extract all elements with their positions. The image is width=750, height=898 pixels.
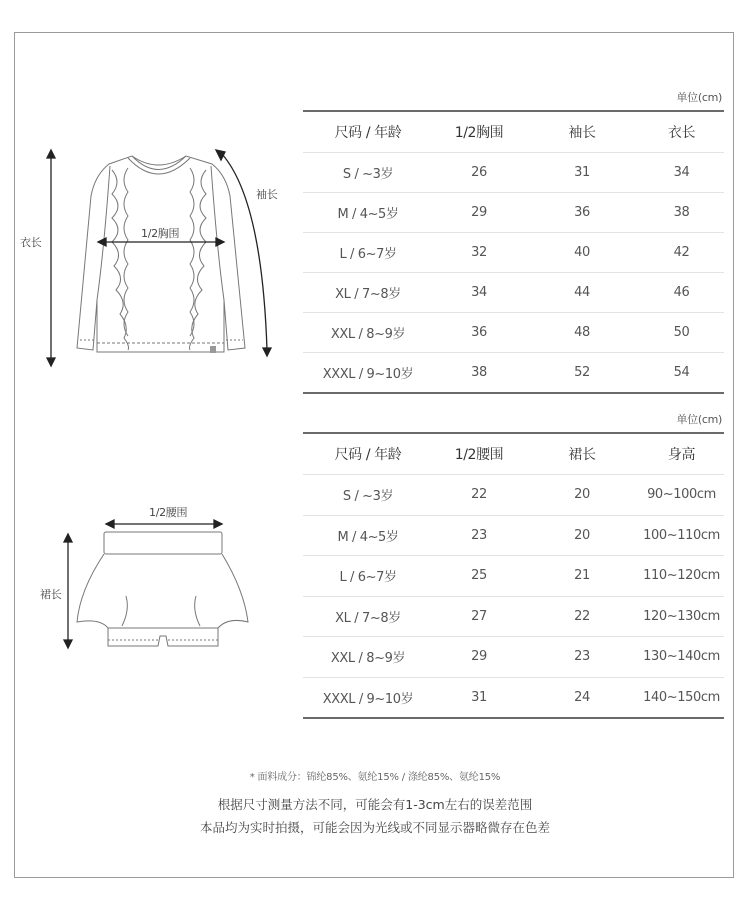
table-row xyxy=(303,313,724,353)
skirt-length-cell: 21 xyxy=(525,556,639,597)
size-cell: S / ~3岁 xyxy=(303,153,433,193)
sleeve-cell: 48 xyxy=(525,313,639,353)
chest-cell: 38 xyxy=(433,353,525,394)
table-row xyxy=(303,596,724,637)
chest-cell: 29 xyxy=(433,193,525,233)
skirt-illustration xyxy=(50,515,270,655)
size-cell: S / ~3岁 xyxy=(303,475,433,516)
header-skirt-length: 裙长 xyxy=(525,433,639,475)
header-height: 身高 xyxy=(639,433,724,475)
skirt-length-label: 裙长 xyxy=(40,588,62,601)
bottom-size-table xyxy=(303,432,724,719)
table-row xyxy=(303,677,724,718)
waist-cell: 22 xyxy=(433,475,525,516)
waist-cell: 25 xyxy=(433,556,525,597)
size-cell: XL / 7~8岁 xyxy=(303,596,433,637)
size-cell: XXL / 8~9岁 xyxy=(303,637,433,678)
height-cell: 90~100cm xyxy=(639,475,724,516)
unit-label-top: 单位(cm) xyxy=(676,91,722,104)
table-row xyxy=(303,153,724,193)
table-row xyxy=(303,193,724,233)
size-cell: XXXL / 9~10岁 xyxy=(303,677,433,718)
height-cell: 110~120cm xyxy=(639,556,724,597)
sleeve-cell: 52 xyxy=(525,353,639,394)
chest-cell: 36 xyxy=(433,313,525,353)
header-sleeve-length: 袖长 xyxy=(525,111,639,153)
sleeve-cell: 40 xyxy=(525,233,639,273)
shirt-length-label: 衣长 xyxy=(20,236,42,249)
height-cell: 130~140cm xyxy=(639,637,724,678)
table-row xyxy=(303,273,724,313)
shirt-illustration xyxy=(40,140,290,370)
chest-cell: 26 xyxy=(433,153,525,193)
height-cell: 140~150cm xyxy=(639,677,724,718)
skirt-length-cell: 20 xyxy=(525,475,639,516)
header-size-age: 尺码 / 年龄 xyxy=(303,111,433,153)
shirt-chest-label: 1/2胸围 xyxy=(141,227,180,240)
chest-cell: 32 xyxy=(433,233,525,273)
table-row xyxy=(303,233,724,273)
top-size-table xyxy=(303,110,724,394)
table-row xyxy=(303,353,724,394)
header-size-age: 尺码 / 年龄 xyxy=(303,433,433,475)
waist-cell: 23 xyxy=(433,515,525,556)
table-header-row xyxy=(303,111,724,153)
length-cell: 46 xyxy=(639,273,724,313)
table-row xyxy=(303,515,724,556)
length-cell: 34 xyxy=(639,153,724,193)
waist-cell: 31 xyxy=(433,677,525,718)
header-half-chest: 1/2胸围 xyxy=(433,111,525,153)
sleeve-cell: 36 xyxy=(525,193,639,233)
skirt-length-cell: 22 xyxy=(525,596,639,637)
skirt-length-cell: 20 xyxy=(525,515,639,556)
skirt-length-cell: 23 xyxy=(525,637,639,678)
shirt-sleeve-label: 袖长 xyxy=(256,188,278,201)
waist-cell: 29 xyxy=(433,637,525,678)
size-cell: M / 4~5岁 xyxy=(303,515,433,556)
skirt-length-cell: 24 xyxy=(525,677,639,718)
waist-cell: 27 xyxy=(433,596,525,637)
color-difference-note: 本品均为实时拍摄，可能会因为光线或不同显示器略微存在色差 xyxy=(199,820,550,835)
header-garment-length: 衣长 xyxy=(639,111,724,153)
size-cell: XXL / 8~9岁 xyxy=(303,313,433,353)
length-cell: 54 xyxy=(639,353,724,394)
measurement-error-note: 根据尺寸测量方法不同，可能会有1-3cm左右的误差范围 xyxy=(217,797,533,812)
table-row xyxy=(303,475,724,516)
size-cell: L / 6~7岁 xyxy=(303,556,433,597)
length-cell: 38 xyxy=(639,193,724,233)
size-cell: XL / 7~8岁 xyxy=(303,273,433,313)
table-row xyxy=(303,556,724,597)
size-cell: M / 4~5岁 xyxy=(303,193,433,233)
table-row xyxy=(303,637,724,678)
length-cell: 50 xyxy=(639,313,724,353)
fabric-composition-note: * 面料成分：锦纶85%、氨纶15% / 涤纶85%、氨纶15% xyxy=(249,772,501,783)
size-cell: XXXL / 9~10岁 xyxy=(303,353,433,394)
sleeve-cell: 44 xyxy=(525,273,639,313)
table-header-row xyxy=(303,433,724,475)
sleeve-cell: 31 xyxy=(525,153,639,193)
unit-label-bottom: 单位(cm) xyxy=(676,413,722,426)
header-half-waist: 1/2腰围 xyxy=(433,433,525,475)
size-cell: L / 6~7岁 xyxy=(303,233,433,273)
chest-cell: 34 xyxy=(433,273,525,313)
height-cell: 120~130cm xyxy=(639,596,724,637)
skirt-waist-label: 1/2腰围 xyxy=(149,506,188,519)
height-cell: 100~110cm xyxy=(639,515,724,556)
length-cell: 42 xyxy=(639,233,724,273)
